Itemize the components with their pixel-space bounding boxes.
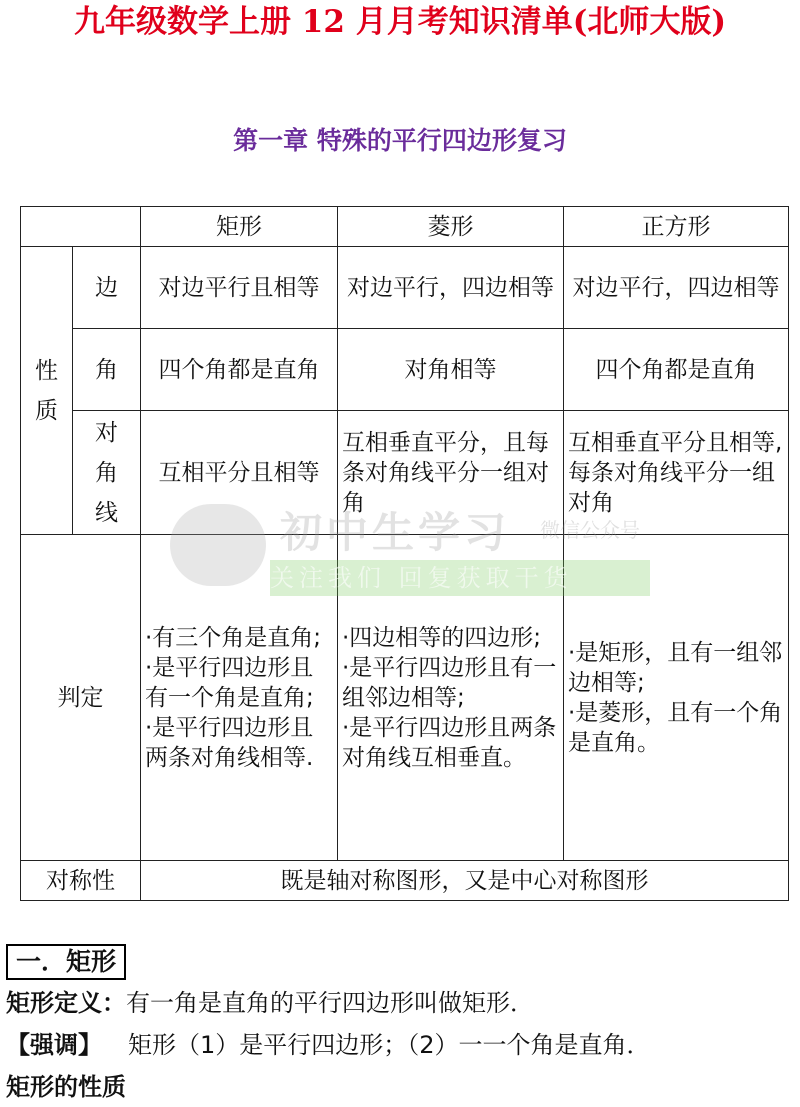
emphasis-line: [6, 1028, 651, 1062]
cell-judgment-square: [564, 535, 789, 861]
table-corner-cell: [21, 207, 141, 247]
cell-side-rhombus: 对边平行，四边相等: [338, 247, 564, 329]
table-header-row: [21, 207, 789, 247]
cell-judgment-rhombus: [338, 535, 564, 861]
judgment-item: ·四边相等的四边形;: [342, 624, 542, 651]
cell-angle-rectangle: 四个角都是直角: [141, 329, 338, 411]
header-rectangle: 矩形: [141, 207, 338, 247]
judgment-item: ·是矩形，且有一组邻边相等;: [568, 639, 783, 696]
emphasis-text: 矩形（1）是平行四边形；（2）一一个角是直角．: [128, 1031, 651, 1059]
row-label-symmetry: 对称性: [21, 861, 141, 901]
comparison-table: [20, 206, 789, 901]
judgment-item: ·是平行四边形且有一组邻边相等;: [342, 654, 557, 711]
cell-judgment-rectangle: [141, 535, 338, 861]
chapter-heading: 第一章 特殊的平行四边形复习: [233, 126, 567, 155]
emphasis-label: 【强调】: [6, 1031, 102, 1059]
table-row: [21, 535, 789, 861]
header-rhombus: 菱形: [338, 207, 564, 247]
watermark-main-text: 初中生学习: [280, 508, 511, 557]
cell-side-square: 对边平行，四边相等: [564, 247, 789, 329]
table-row: [21, 247, 789, 329]
properties-heading: 矩形的性质: [6, 1073, 126, 1101]
cell-angle-rhombus: 对角相等: [338, 329, 564, 411]
judgment-item: ·有三个角是直角;: [145, 624, 322, 651]
definition-line: [6, 986, 534, 1020]
table-row: [21, 861, 789, 901]
header-square: 正方形: [564, 207, 789, 247]
row-label-side: 边: [73, 247, 141, 329]
section-heading: 一．矩形: [6, 944, 126, 980]
judgment-item: ·是平行四边形且两条对角线相等.: [145, 714, 314, 771]
table-row: [21, 329, 789, 411]
table-row: [21, 411, 789, 535]
definition-label: 矩形定义：: [6, 989, 126, 1017]
judgment-item: ·是平行四边形且有一个角是直角;: [145, 654, 314, 711]
cell-diagonal-rhombus: 互相垂直平分，且每条对角线平分一组对角: [338, 411, 564, 535]
cell-side-rectangle: 对边平行且相等: [141, 247, 338, 329]
row-label-angle: 角: [73, 329, 141, 411]
page-title: 九年级数学上册 12 月月考知识清单(北师大版): [73, 4, 727, 40]
cell-angle-square: 四个角都是直角: [564, 329, 789, 411]
judgment-item: ·是平行四边形且两条对角线互相垂直。: [342, 714, 557, 771]
watermark-side-text: 微信公众号: [540, 518, 640, 542]
definition-text: 有一角是直角的平行四边形叫做矩形．: [126, 989, 534, 1017]
row-label-diagonal: 对角线: [73, 411, 141, 535]
cell-diagonal-square: 互相垂直平分且相等,每条对角线平分一组对角: [564, 411, 789, 535]
judgment-item: ·是菱形，且有一个角是直角。: [568, 699, 783, 756]
watermark-banner: 关注我们 回复获取干货: [270, 560, 650, 596]
cell-diagonal-rectangle: 互相平分且相等: [141, 411, 338, 535]
cell-symmetry: 既是轴对称图形，又是中心对称图形: [141, 861, 789, 901]
row-label-judgment: 判定: [21, 535, 141, 861]
property-group-label: 性质: [21, 247, 73, 535]
